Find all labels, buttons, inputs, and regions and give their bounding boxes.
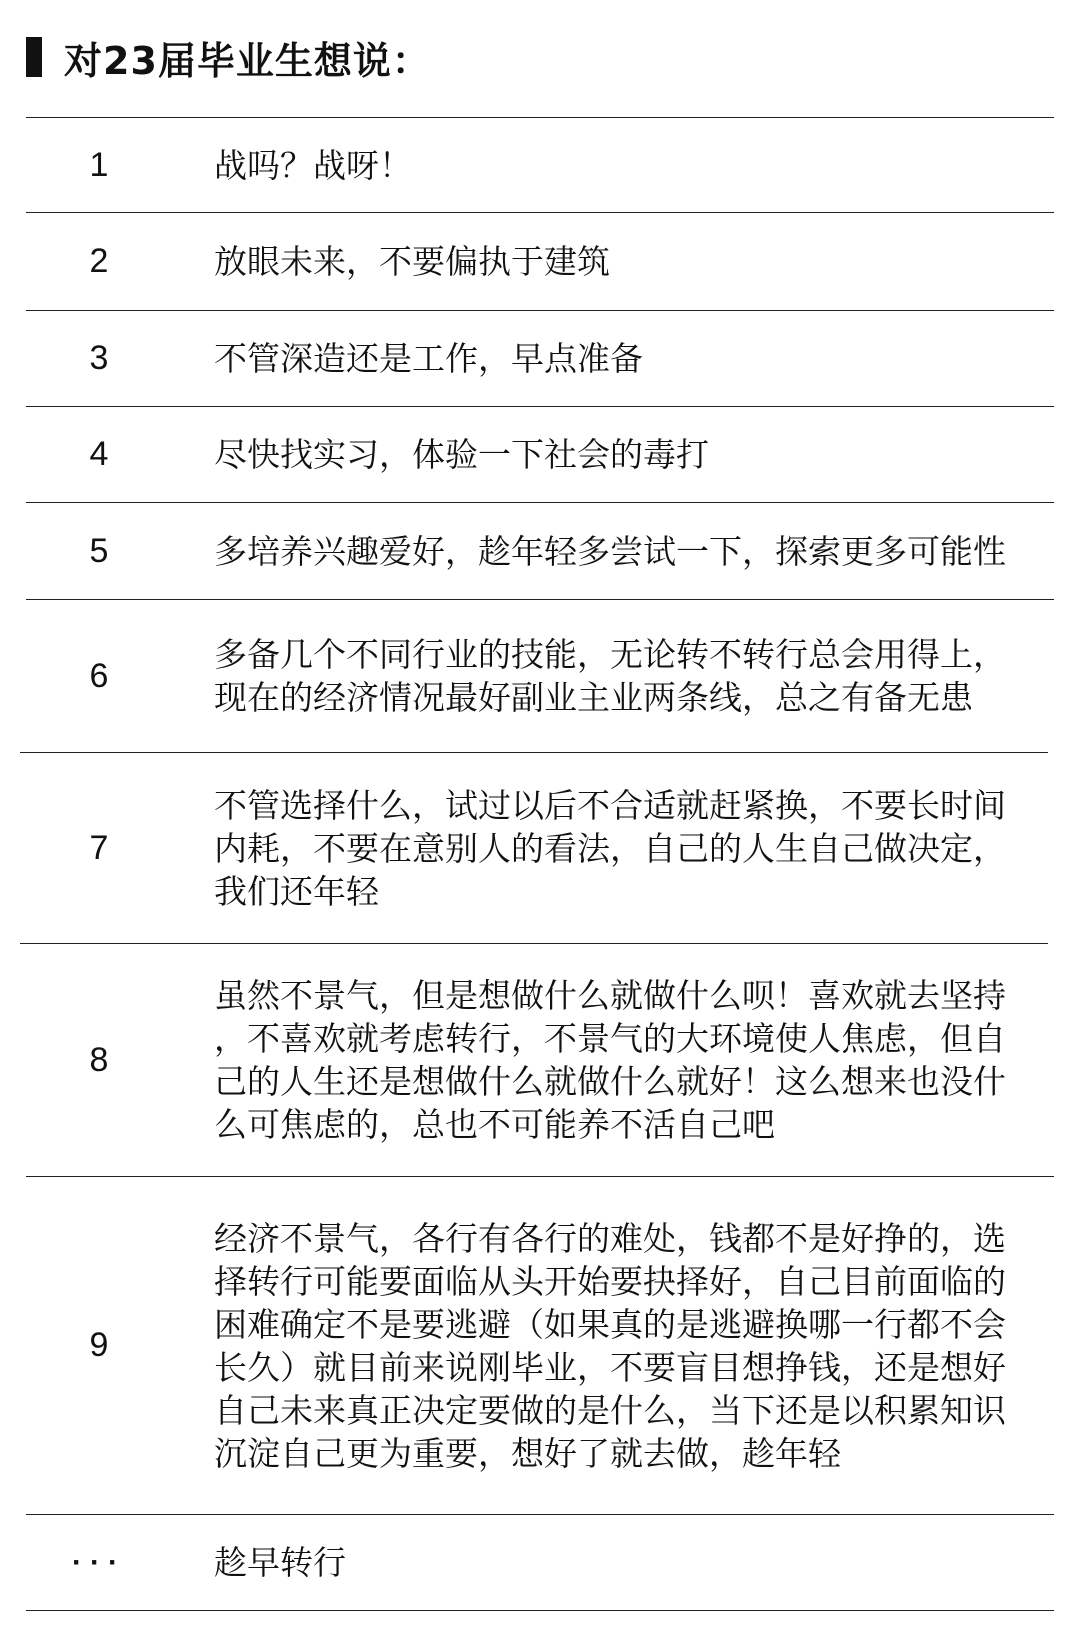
item-text: 经济不景气，各行有各行的难处，钱都不是好挣的，选 择转行可能要面临从头开始要抉择好，自己目前面临的 困难确定不是要逃避（如果真的是逃避换哪一行都不会 长久）就目前来说刚毕业，不要盲目想挣钱，还是想好 自己未来真正决定要做的是什么，当下还是以积累知识 沉淀自己更为重要，想好了就去做，趁年轻 xyxy=(214,1218,1006,1473)
item-text: 多培养兴趣爱好，趁年轻多尝试一下，探索更多可能性 xyxy=(214,531,1006,571)
item-text: 不管选择什么，试过以后不合适就赶紧换，不要长时间 内耗，不要在意别人的看法，自己的人生自己做决定， 我们还年轻 xyxy=(214,785,1006,911)
item-number: 3 xyxy=(89,339,109,377)
divider-bottom xyxy=(26,1610,1054,1611)
list-item xyxy=(26,118,1054,212)
list-item xyxy=(26,753,1054,943)
item-text: 放眼未来，不要偏执于建筑 xyxy=(214,242,610,281)
list-item xyxy=(26,311,1054,406)
item-number: 2 xyxy=(89,242,109,280)
list-item xyxy=(26,600,1054,752)
item-number: 1 xyxy=(89,145,109,184)
item-number: 7 xyxy=(89,828,109,867)
page-header xyxy=(26,30,431,84)
item-number: 4 xyxy=(89,435,109,473)
item-text: 多备几个不同行业的技能，无论转不转行总会用得上， 现在的经济情况最好副业主业两条线，总之有备无患 xyxy=(214,635,1006,717)
item-text: 尽快找实习，体验一下社会的毒打 xyxy=(214,435,709,474)
list-item xyxy=(26,1515,1054,1610)
page-title: 对23届毕业生想说： xyxy=(64,38,431,83)
item-text: 战吗？战呀！ xyxy=(214,145,412,185)
header-bar-marker xyxy=(26,37,42,77)
ellipsis-marker: ··· xyxy=(72,1545,126,1579)
item-text: 趁早转行 xyxy=(214,1543,346,1582)
item-number: 8 xyxy=(89,1040,109,1079)
item-text: 不管深造还是工作，早点准备 xyxy=(214,339,643,378)
list-item xyxy=(26,944,1054,1176)
list-item xyxy=(26,407,1054,502)
list-item xyxy=(26,503,1054,599)
item-number: 9 xyxy=(89,1326,109,1364)
list-item xyxy=(26,213,1054,310)
item-text: 虽然不景气，但是想做什么就做什么呗！喜欢就去坚持 ，不喜欢就考虑转行，不景气的大环境使人焦虑，但自 己的人生还是想做什么就做什么就好！这么想来也没什 么可焦虑的，总也不可能养不活自己吧 xyxy=(214,976,1006,1144)
item-number: 6 xyxy=(89,656,109,695)
item-number: 5 xyxy=(89,531,109,570)
list-item xyxy=(26,1177,1054,1514)
